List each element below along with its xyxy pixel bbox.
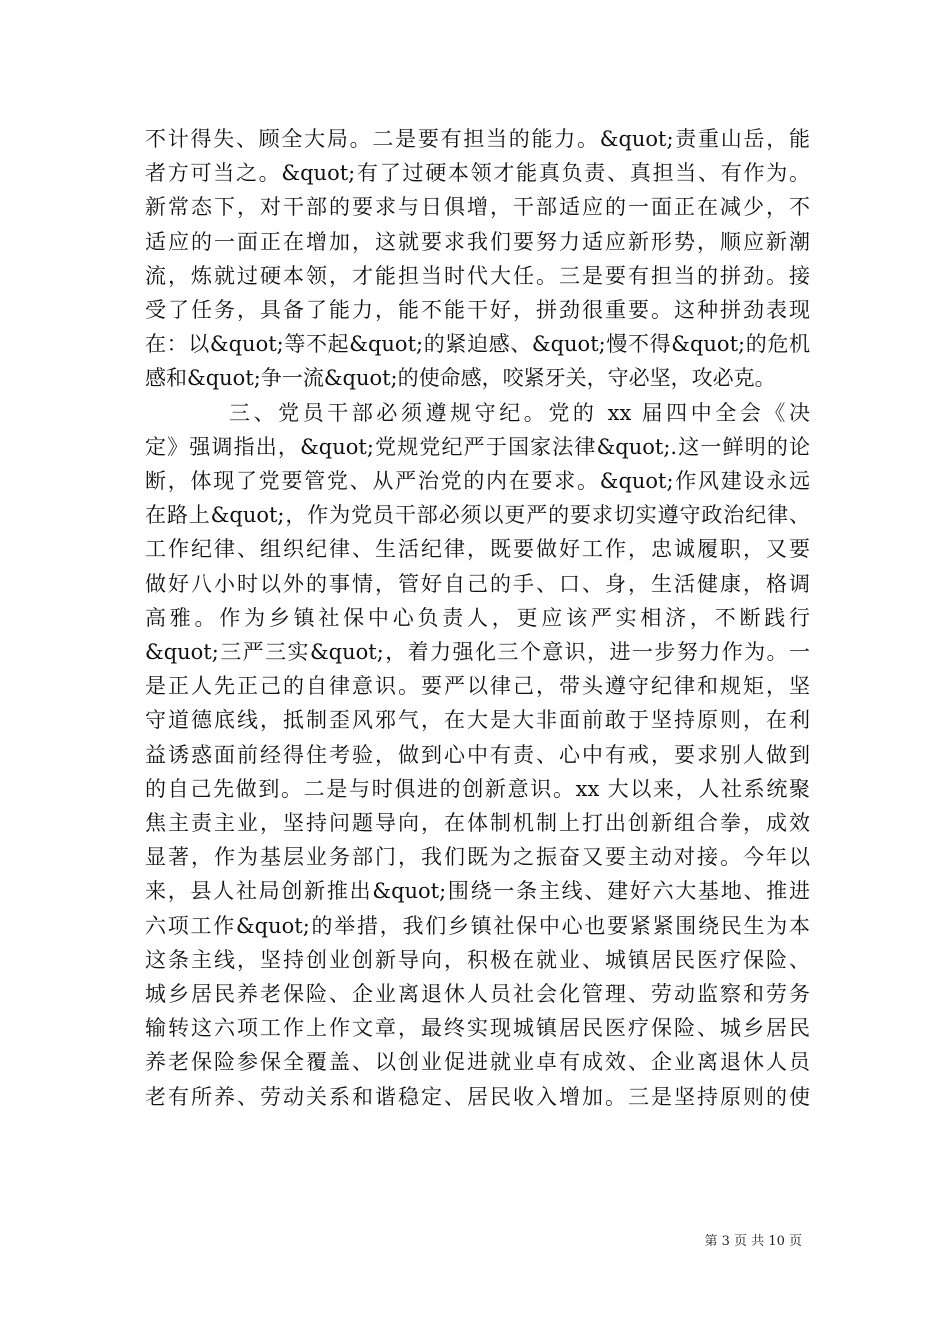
text-line: 输转这六项工作上作文章，最终实现城镇居民医疗保险、城乡居民 (145, 1016, 810, 1041)
text-line: 六项工作&quot;的举措，我们乡镇社保中心也要紧紧围绕民生为本 (145, 913, 810, 938)
text-line: 做好八小时以外的事情，管好自己的手、口、身，生活健康，格调 (145, 571, 810, 596)
text-line-section-heading: 三、党员干部必须遵规守纪。党的 xx 届四中全会《决 (229, 400, 810, 425)
text-line: 高雅。作为乡镇社保中心负责人，更应该严实相济，不断践行 (145, 605, 810, 630)
text-line: 守道德底线，抵制歪风邪气，在大是大非面前敢于坚持原则，在利 (145, 708, 810, 733)
text-line: 感和&quot;争一流&quot;的使命感，咬紧牙关，守必坚，攻必克。 (145, 366, 776, 391)
text-line: 定》强调指出，&quot;党规党纪严于国家法律&quot;.这一鲜明的论 (145, 434, 810, 459)
text-line: &quot;三严三实&quot;，着力强化三个意识，进一步努力作为。一 (145, 640, 810, 665)
text-line: 者方可当之。&quot;有了过硬本领才能真负责、真担当、有作为。 (145, 161, 810, 186)
document-body (145, 122, 810, 1114)
text-line: 显著，作为基层业务部门，我们既为之振奋又要主动对接。今年以 (145, 845, 810, 870)
text-line: 在：以&quot;等不起&quot;的紧迫感、&quot;慢不得&quot;的危机 (145, 332, 810, 357)
text-line: 的自己先做到。二是与时俱进的创新意识。xx 大以来，人社系统聚 (145, 776, 810, 801)
text-line: 在路上&quot;，作为党员干部必须以更严的要求切实遵守政治纪律、 (145, 503, 810, 528)
text-line: 受了任务，具备了能力，能不能干好，拼劲很重要。这种拼劲表现 (145, 298, 810, 323)
text-line: 城乡居民养老保险、企业离退休人员社会化管理、劳动监察和劳务 (145, 982, 810, 1007)
text-line: 益诱惑面前经得住考验，做到心中有责、心中有戒，要求别人做到 (145, 742, 810, 767)
text-line: 来，县人社局创新推出&quot;围绕一条主线、建好六大基地、推进 (145, 879, 810, 904)
text-line: 这条主线，坚持创业创新导向，积极在就业、城镇居民医疗保险、 (145, 947, 810, 972)
text-line: 是正人先正己的自律意识。要严以律己，带头遵守纪律和规矩，坚 (145, 674, 810, 699)
text-line: 流，炼就过硬本领，才能担当时代大任。三是要有担当的拼劲。接 (145, 263, 810, 288)
page-number-footer: 第 3 页 共 10 页 (704, 1234, 802, 1249)
text-line: 断，体现了党要管党、从严治党的内在要求。&quot;作风建设永远 (145, 469, 810, 494)
text-line: 适应的一面正在增加，这就要求我们要努力适应新形势，顺应新潮 (145, 229, 810, 254)
text-line: 不计得失、顾全大局。二是要有担当的能力。&quot;责重山岳，能 (145, 127, 810, 151)
text-line: 新常态下，对干部的要求与日俱增，干部适应的一面正在减少，不 (145, 195, 810, 220)
text-line: 焦主责主业，坚持问题导向，在体制机制上打出创新组合拳，成效 (145, 811, 810, 836)
text-line: 老有所养、劳动关系和谐稳定、居民收入增加。三是坚持原则的使 (145, 1084, 810, 1109)
text-line: 养老保险参保全覆盖、以创业促进就业卓有成效、企业离退休人员 (145, 1050, 810, 1075)
text-line: 工作纪律、组织纪律、生活纪律，既要做好工作，忠诚履职，又要 (145, 537, 810, 562)
